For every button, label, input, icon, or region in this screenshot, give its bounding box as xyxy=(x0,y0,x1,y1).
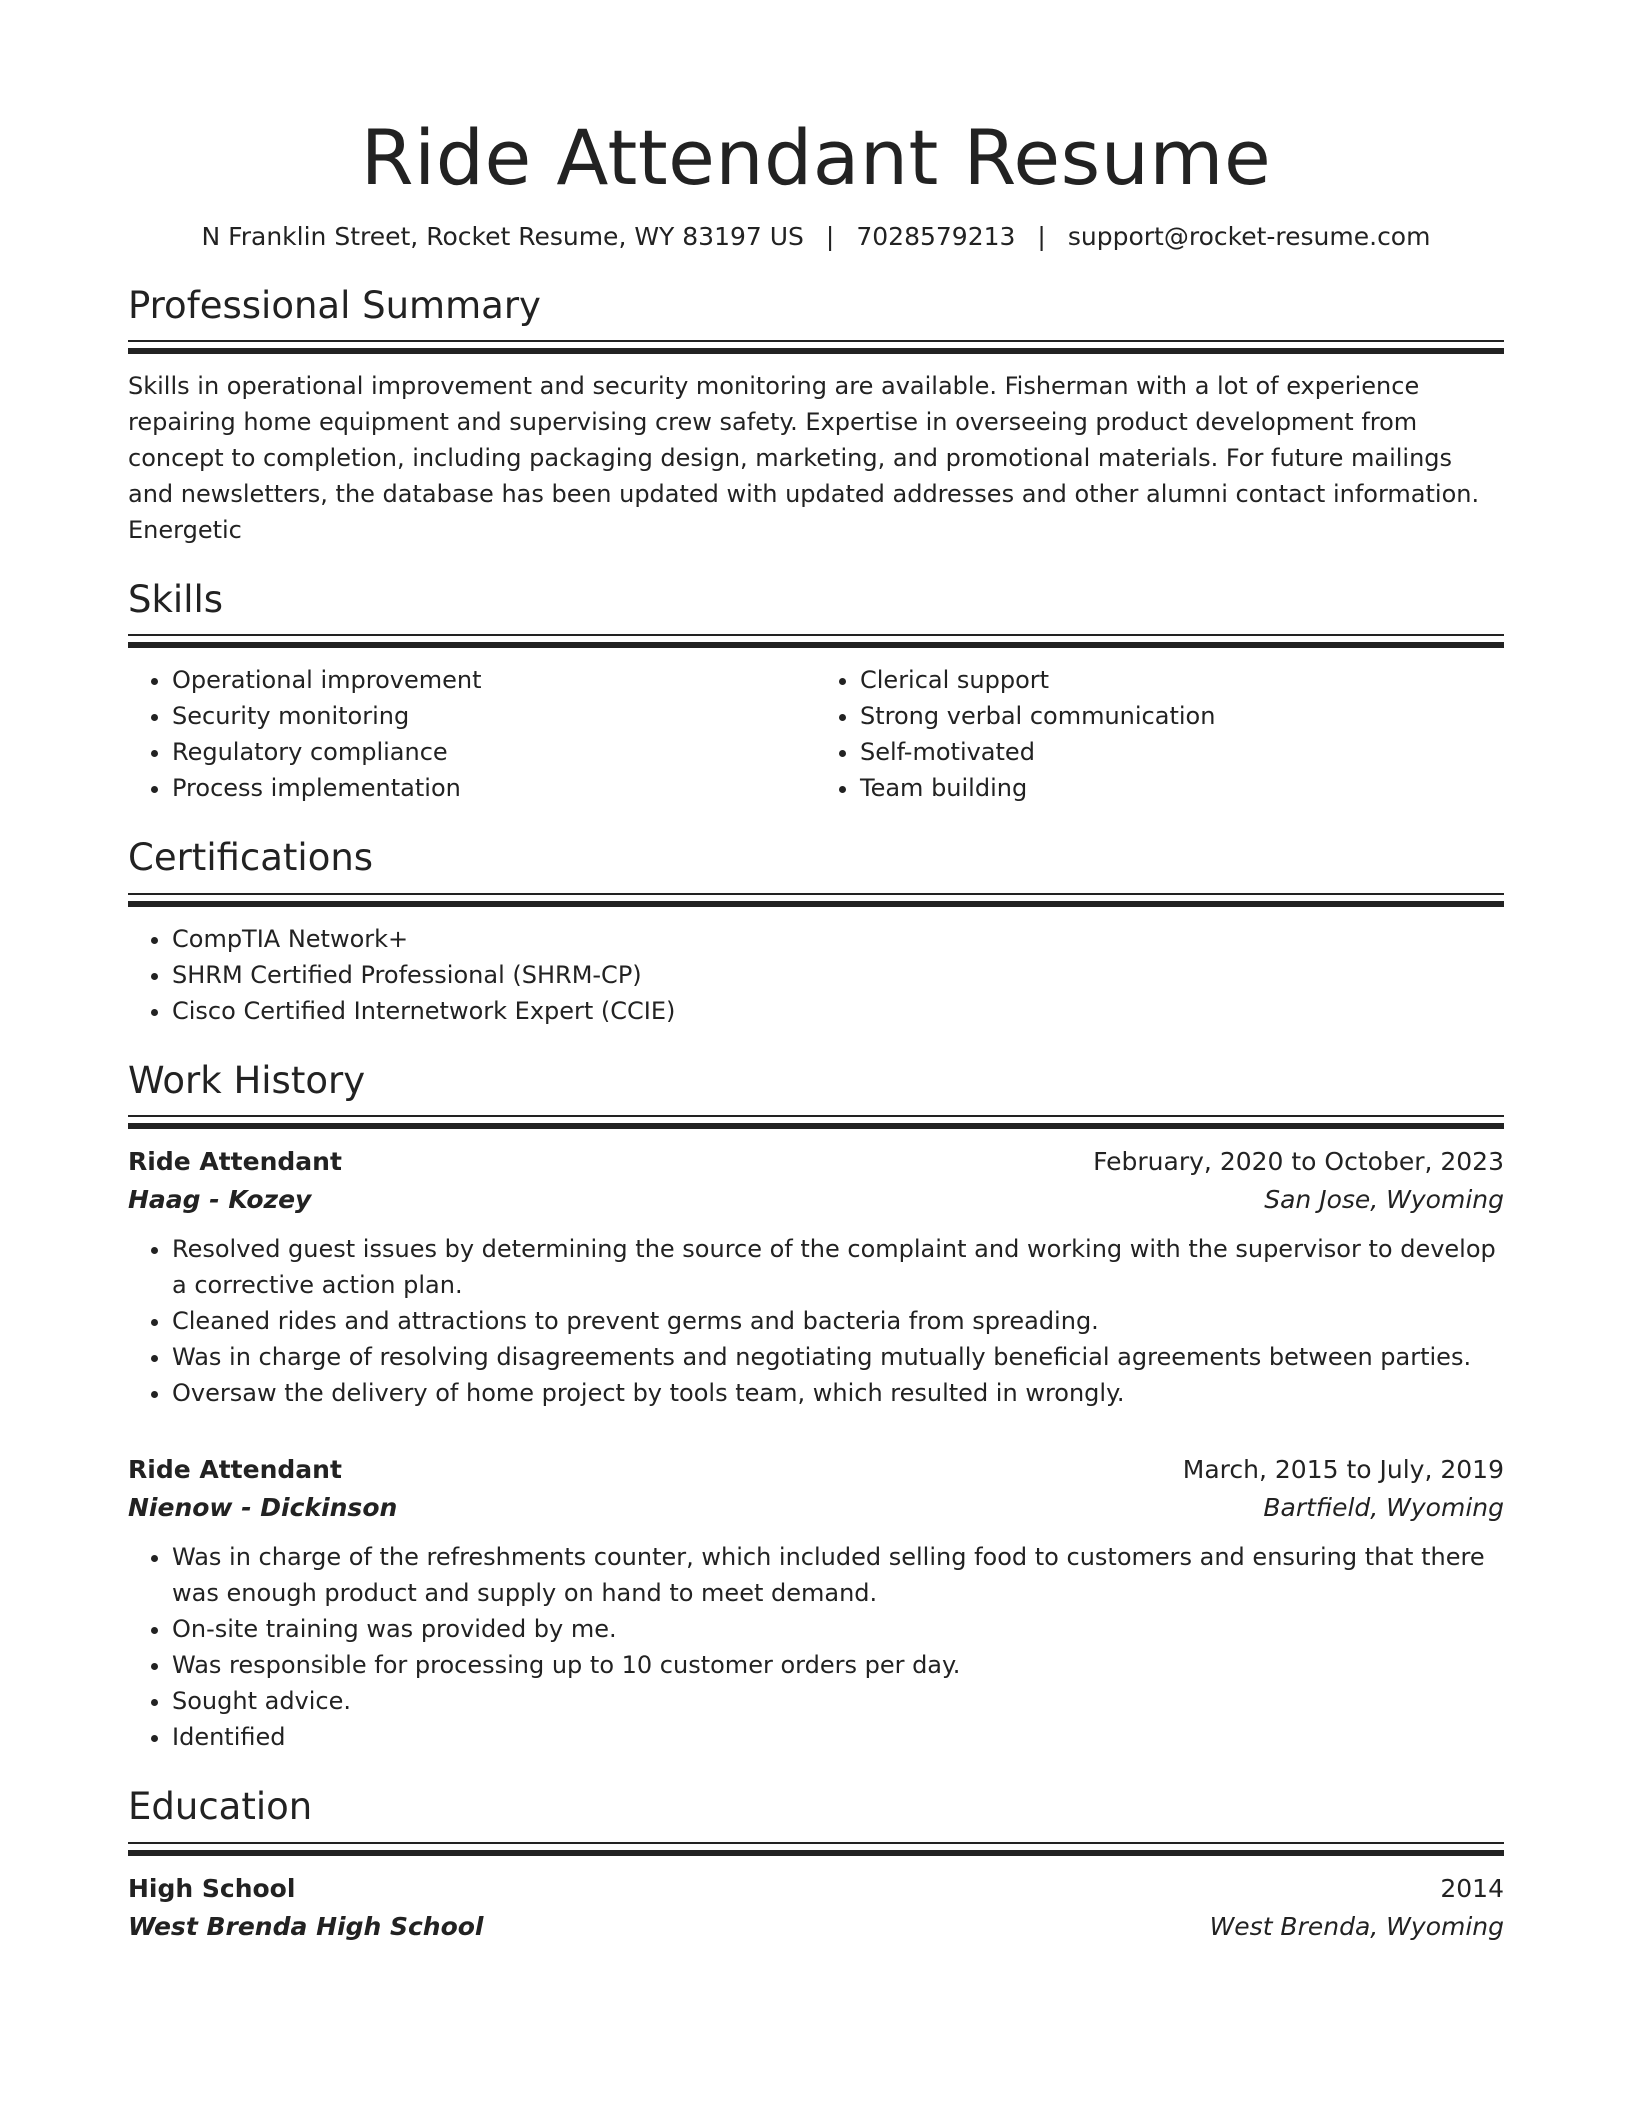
education-subheader-row xyxy=(128,1908,1504,1946)
skill-item: • Strong verbal communication xyxy=(860,698,1504,734)
certifications-list xyxy=(128,921,1504,1029)
skills-list-right xyxy=(816,662,1504,806)
job-company: Nienow - Dickinson xyxy=(128,1493,398,1523)
skill-item: • Team building xyxy=(860,770,1504,806)
section-divider xyxy=(128,1115,1504,1129)
skill-item: • Security monitoring xyxy=(172,698,816,734)
job-duty: • Was in charge of resolving disagreements and negotiating mutually beneficial agreements between parties. xyxy=(172,1339,1504,1375)
job-duty: • Was in charge of the refreshments counter, which included selling food to customers and ensuring that there was enough product and supply on hand to meet demand. xyxy=(172,1539,1504,1611)
job-subheader-row xyxy=(128,1181,1504,1219)
education-entry xyxy=(128,1870,1504,1946)
certification-item: • SHRM Certified Professional (SHRM-CP) xyxy=(172,957,1504,993)
certification-item: • Cisco Certified Internetwork Expert (CCIE) xyxy=(172,993,1504,1029)
job-title: Ride Attendant xyxy=(128,1455,342,1485)
job-location: Bartfield, Wyoming xyxy=(1263,1493,1504,1523)
skill-item: • Regulatory compliance xyxy=(172,734,816,770)
certifications-heading: Certifications xyxy=(128,836,374,880)
section-divider xyxy=(128,1842,1504,1856)
work-history-heading: Work History xyxy=(128,1058,366,1102)
skill-item: • Process implementation xyxy=(172,770,816,806)
skills-heading: Skills xyxy=(128,578,224,622)
skills-grid xyxy=(128,662,1504,806)
section-divider xyxy=(128,340,1504,354)
job-dates: March, 2015 to July, 2019 xyxy=(1182,1455,1504,1485)
contact-separator: | xyxy=(825,222,835,252)
section-divider xyxy=(128,634,1504,648)
education-header-row xyxy=(128,1870,1504,1908)
contact-line xyxy=(128,221,1504,254)
skills-section xyxy=(128,578,1504,806)
job-duty: • On-site training was provided by me. xyxy=(172,1611,1504,1647)
certification-item: • CompTIA Network+ xyxy=(172,921,1504,957)
education-heading: Education xyxy=(128,1785,313,1829)
job-entry xyxy=(128,1143,1504,1411)
work-history-section xyxy=(128,1059,1504,1755)
contact-phone: 7028579213 xyxy=(856,222,1016,252)
job-header-row xyxy=(128,1143,1504,1181)
job-entry xyxy=(128,1451,1504,1755)
job-duties-list xyxy=(128,1539,1504,1755)
job-dates: February, 2020 to October, 2023 xyxy=(1093,1147,1504,1177)
education-location: West Brenda, Wyoming xyxy=(1209,1911,1504,1941)
summary-heading: Professional Summary xyxy=(128,283,541,327)
job-duty: • Oversaw the delivery of home project by tools team, which resulted in wrongly. xyxy=(172,1375,1504,1411)
education-degree: High School xyxy=(128,1873,296,1903)
skill-item: • Operational improvement xyxy=(172,662,816,698)
contact-address: N Franklin Street, Rocket Resume, WY 83197 US xyxy=(201,222,804,252)
education-section xyxy=(128,1785,1504,1945)
contact-email[interactable]: support@rocket-resume.com xyxy=(1067,222,1431,252)
job-title: Ride Attendant xyxy=(128,1147,342,1177)
resume-title: Ride Attendant Resume xyxy=(360,113,1272,202)
job-header-row xyxy=(128,1451,1504,1489)
education-school: West Brenda High School xyxy=(128,1911,484,1941)
certifications-section xyxy=(128,836,1504,1028)
skill-item: • Self-motivated xyxy=(860,734,1504,770)
job-company: Haag - Kozey xyxy=(128,1185,312,1215)
job-subheader-row xyxy=(128,1489,1504,1527)
job-duty: • Resolved guest issues by determining the source of the complaint and working with the supervisor to develop a corrective action plan. xyxy=(172,1231,1504,1303)
job-duty: • Was responsible for processing up to 10 customer orders per day. xyxy=(172,1647,1504,1683)
summary-section xyxy=(128,284,1504,548)
education-year: 2014 xyxy=(1440,1873,1504,1903)
contact-separator: | xyxy=(1037,222,1046,252)
summary-text: Skills in operational improvement and security monitoring are available. Fisherman with a lot of experience repairing home equipment and supervising crew safety. Expertise in overseeing product development from concept to completion, including packaging design, marketing, and promotional materials. For future mailings and newsletters, the database has been updated with updated addresses and other alumni contact information. Energetic xyxy=(128,372,1480,545)
section-divider xyxy=(128,893,1504,907)
skill-item: • Clerical support xyxy=(860,662,1504,698)
job-duty: • Sought advice. xyxy=(172,1683,1504,1719)
job-duty: • Identified xyxy=(172,1719,1504,1755)
job-location: San Jose, Wyoming xyxy=(1264,1185,1504,1215)
job-duties-list xyxy=(128,1231,1504,1411)
skills-list-left xyxy=(128,662,816,806)
job-duty: • Cleaned rides and attractions to prevent germs and bacteria from spreading. xyxy=(172,1303,1504,1339)
